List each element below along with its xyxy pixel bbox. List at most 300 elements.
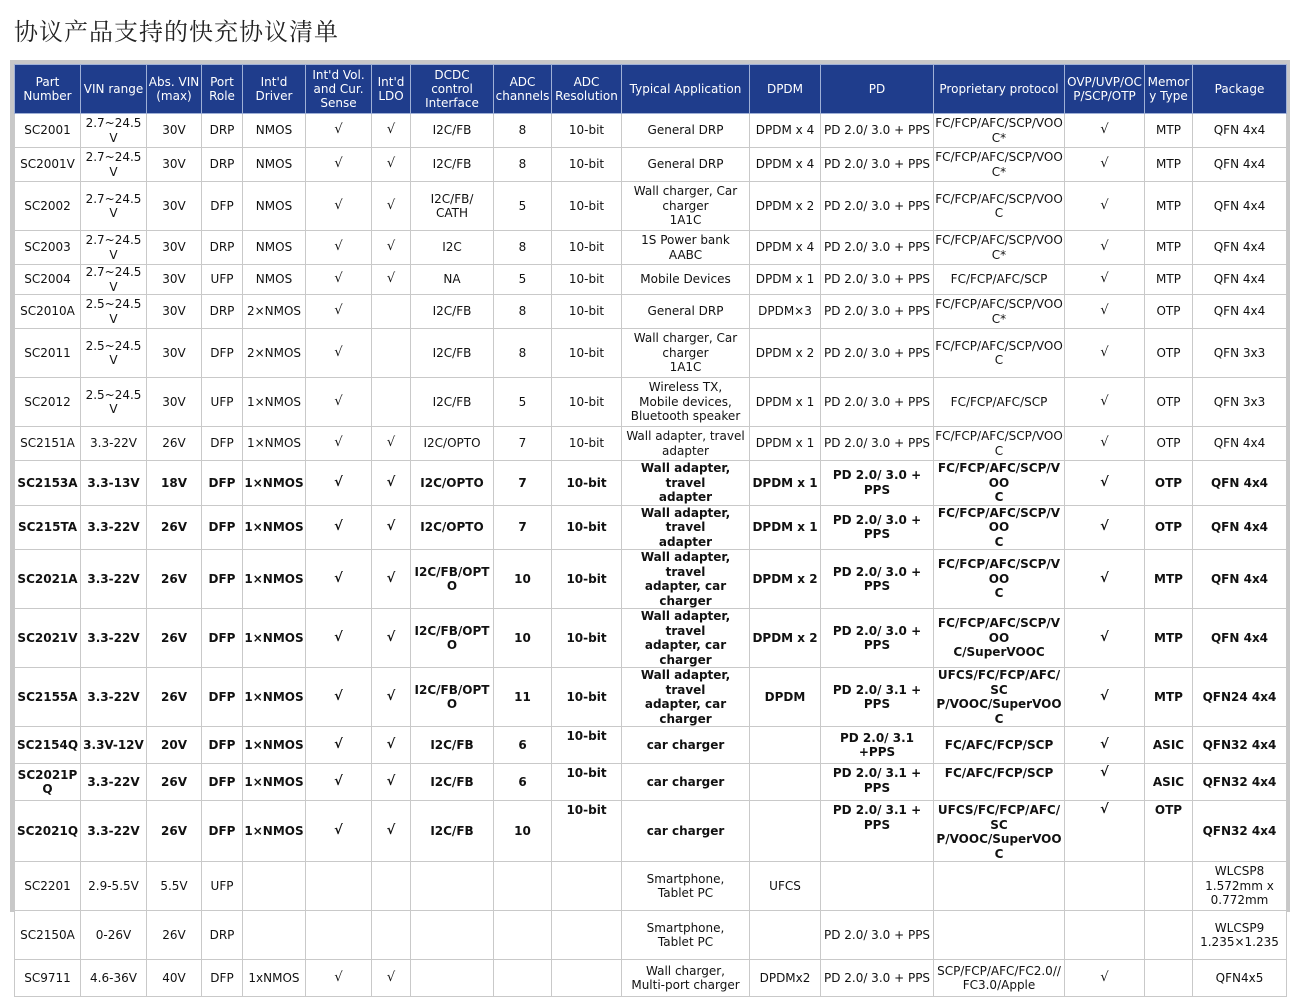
cell-typical-application: Wall adapter, travel adapter, car charger: [622, 668, 750, 727]
cell-typical-application: Wall adapter, travel adapter, car charger: [622, 550, 750, 609]
cell-memory-type: MTP: [1145, 182, 1193, 231]
cell-vin-range: 3.3-22V: [81, 505, 147, 550]
cell-vol-cur-sense: √: [306, 764, 372, 801]
cell-ldo: [372, 295, 411, 329]
cell-adc-resolution: [552, 862, 622, 911]
cell-part-number: SC2001: [15, 114, 81, 148]
cell-ldo: √: [372, 609, 411, 668]
cell-vol-cur-sense: √: [306, 295, 372, 329]
cell-memory-type: OTP: [1145, 801, 1193, 862]
table-row: [15, 182, 1287, 231]
table-row: [15, 231, 1287, 265]
cell-abs-vin: 40V: [147, 960, 202, 997]
cell-proprietary-protocol: FC/FCP/AFC/SCP/VOO C: [934, 550, 1065, 609]
cell-protection: √: [1065, 114, 1145, 148]
cell-package: QFN24 4x4: [1193, 668, 1287, 727]
cell-vin-range: 4.6-36V: [81, 960, 147, 997]
column-header-pd: PD: [821, 65, 934, 114]
cell-adc-channels: [494, 911, 552, 960]
cell-typical-application: Mobile Devices: [622, 265, 750, 295]
cell-part-number: SC2021A: [15, 550, 81, 609]
cell-part-number: SC215TA: [15, 505, 81, 550]
table-row: [15, 295, 1287, 329]
table-row: [15, 911, 1287, 960]
cell-dcdc-interface: I2C/FB/OPTO: [411, 550, 494, 609]
cell-ldo: [372, 329, 411, 378]
cell-ldo: √: [372, 231, 411, 265]
cell-typical-application: Wall adapter, travel adapter: [622, 505, 750, 550]
cell-vin-range: 2.5~24.5V: [81, 378, 147, 427]
cell-vin-range: 3.3-22V: [81, 801, 147, 862]
cell-memory-type: MTP: [1145, 148, 1193, 182]
cell-package: QFN 4x4: [1193, 461, 1287, 506]
cell-pd: PD 2.0/ 3.1 + PPS: [821, 801, 934, 862]
cell-memory-type: [1145, 862, 1193, 911]
cell-memory-type: OTP: [1145, 427, 1193, 461]
cell-typical-application: car charger: [622, 727, 750, 764]
cell-port-role: DRP: [202, 911, 243, 960]
cell-driver: 1×NMOS: [243, 609, 306, 668]
cell-ldo: √: [372, 265, 411, 295]
cell-dcdc-interface: I2C/FB: [411, 764, 494, 801]
cell-vol-cur-sense: √: [306, 461, 372, 506]
cell-abs-vin: 30V: [147, 231, 202, 265]
cell-adc-resolution: [552, 960, 622, 997]
column-header-adc-channels: ADC channels: [494, 65, 552, 114]
cell-driver: 1×NMOS: [243, 550, 306, 609]
cell-proprietary-protocol: FC/FCP/AFC/SCP/VOO C*: [934, 148, 1065, 182]
table-row: [15, 668, 1287, 727]
cell-vol-cur-sense: √: [306, 231, 372, 265]
cell-pd: PD 2.0/ 3.0 + PPS: [821, 329, 934, 378]
table-header-row: [15, 65, 1287, 114]
cell-ldo: √: [372, 550, 411, 609]
table-row: [15, 329, 1287, 378]
cell-vol-cur-sense: √: [306, 265, 372, 295]
cell-proprietary-protocol: [934, 862, 1065, 911]
cell-ldo: [372, 911, 411, 960]
cell-adc-channels: 8: [494, 114, 552, 148]
cell-dcdc-interface: I2C/FB: [411, 801, 494, 862]
cell-abs-vin: 30V: [147, 329, 202, 378]
cell-port-role: DFP: [202, 801, 243, 862]
cell-vol-cur-sense: √: [306, 148, 372, 182]
cell-memory-type: MTP: [1145, 265, 1193, 295]
cell-driver: 1×NMOS: [243, 427, 306, 461]
cell-adc-channels: [494, 960, 552, 997]
cell-driver: 1×NMOS: [243, 378, 306, 427]
cell-proprietary-protocol: FC/FCP/AFC/SCP/VOO C: [934, 461, 1065, 506]
cell-protection: √: [1065, 550, 1145, 609]
cell-vin-range: 3.3-22V: [81, 764, 147, 801]
cell-driver: 2×NMOS: [243, 295, 306, 329]
cell-dpdm: DPDM x 1: [750, 265, 821, 295]
cell-adc-channels: 7: [494, 461, 552, 506]
table-row: [15, 550, 1287, 609]
cell-abs-vin: 26V: [147, 801, 202, 862]
cell-vin-range: 2.9-5.5V: [81, 862, 147, 911]
cell-adc-resolution: 10-bit: [552, 114, 622, 148]
cell-dpdm: [750, 911, 821, 960]
cell-adc-channels: 10: [494, 801, 552, 862]
cell-vin-range: 2.7~24.5V: [81, 265, 147, 295]
cell-pd: PD 2.0/ 3.0 + PPS: [821, 505, 934, 550]
cell-dpdm: [750, 801, 821, 862]
cell-part-number: SC9711: [15, 960, 81, 997]
cell-vin-range: 3.3-22V: [81, 609, 147, 668]
cell-driver: 1xNMOS: [243, 960, 306, 997]
cell-package: WLCSP8 1.572mm x 0.772mm: [1193, 862, 1287, 911]
cell-port-role: DFP: [202, 668, 243, 727]
cell-adc-channels: 5: [494, 378, 552, 427]
cell-pd: PD 2.0/ 3.0 + PPS: [821, 148, 934, 182]
cell-driver: [243, 862, 306, 911]
cell-memory-type: MTP: [1145, 231, 1193, 265]
cell-dpdm: DPDM x 1: [750, 461, 821, 506]
cell-port-role: DRP: [202, 114, 243, 148]
cell-protection: √: [1065, 148, 1145, 182]
cell-vin-range: 2.7~24.5V: [81, 114, 147, 148]
cell-typical-application: Wireless TX, Mobile devices, Bluetooth speaker: [622, 378, 750, 427]
cell-package: QFN32 4x4: [1193, 801, 1287, 862]
cell-protection: √: [1065, 295, 1145, 329]
cell-adc-resolution: 10-bit: [552, 609, 622, 668]
cell-protection: √: [1065, 231, 1145, 265]
cell-typical-application: Wall adapter, travel adapter: [622, 461, 750, 506]
cell-abs-vin: 5.5V: [147, 862, 202, 911]
cell-dcdc-interface: I2C/OPTO: [411, 505, 494, 550]
cell-vin-range: 2.5~24.5V: [81, 329, 147, 378]
cell-vol-cur-sense: √: [306, 378, 372, 427]
cell-part-number: SC2012: [15, 378, 81, 427]
cell-vin-range: 0-26V: [81, 911, 147, 960]
cell-adc-channels: [494, 862, 552, 911]
cell-pd: PD 2.0/ 3.0 + PPS: [821, 461, 934, 506]
cell-pd: PD 2.0/ 3.1 + PPS: [821, 668, 934, 727]
cell-pd: PD 2.0/ 3.1 +PPS: [821, 727, 934, 764]
cell-part-number: SC2201: [15, 862, 81, 911]
cell-protection: √: [1065, 727, 1145, 764]
cell-package: QFN 4x4: [1193, 114, 1287, 148]
cell-ldo: √: [372, 801, 411, 862]
cell-protection: √: [1065, 801, 1145, 862]
cell-port-role: DFP: [202, 764, 243, 801]
cell-package: QFN32 4x4: [1193, 727, 1287, 764]
cell-abs-vin: 30V: [147, 378, 202, 427]
cell-package: QFN 4x4: [1193, 265, 1287, 295]
protocol-product-table: [14, 64, 1287, 997]
cell-part-number: SC2001V: [15, 148, 81, 182]
cell-memory-type: MTP: [1145, 550, 1193, 609]
cell-package: QFN 4x4: [1193, 182, 1287, 231]
cell-memory-type: OTP: [1145, 461, 1193, 506]
cell-memory-type: MTP: [1145, 609, 1193, 668]
cell-proprietary-protocol: FC/FCP/AFC/SCP/VOO C: [934, 505, 1065, 550]
cell-part-number: SC2021Q: [15, 801, 81, 862]
cell-vin-range: 2.7~24.5V: [81, 182, 147, 231]
cell-protection: √: [1065, 960, 1145, 997]
cell-proprietary-protocol: FC/AFC/FCP/SCP: [934, 764, 1065, 801]
cell-adc-channels: 7: [494, 505, 552, 550]
cell-proprietary-protocol: FC/FCP/AFC/SCP: [934, 378, 1065, 427]
cell-protection: √: [1065, 265, 1145, 295]
table-row: [15, 801, 1287, 862]
cell-driver: NMOS: [243, 231, 306, 265]
cell-typical-application: Smartphone, Tablet PC: [622, 911, 750, 960]
cell-pd: PD 2.0/ 3.0 + PPS: [821, 378, 934, 427]
cell-adc-resolution: 10-bit: [552, 461, 622, 506]
cell-vol-cur-sense: √: [306, 668, 372, 727]
cell-vol-cur-sense: √: [306, 960, 372, 997]
cell-package: QFN 4x4: [1193, 427, 1287, 461]
cell-vol-cur-sense: √: [306, 329, 372, 378]
column-header-adc-resolution: ADC Resolution: [552, 65, 622, 114]
cell-port-role: DFP: [202, 329, 243, 378]
cell-port-role: UFP: [202, 378, 243, 427]
cell-vol-cur-sense: [306, 862, 372, 911]
cell-pd: PD 2.0/ 3.1 + PPS: [821, 764, 934, 801]
column-header-package: Package: [1193, 65, 1287, 114]
cell-memory-type: MTP: [1145, 668, 1193, 727]
cell-part-number: SC2010A: [15, 295, 81, 329]
cell-abs-vin: 26V: [147, 609, 202, 668]
cell-dcdc-interface: I2C/FB/OPTO: [411, 609, 494, 668]
cell-proprietary-protocol: [934, 911, 1065, 960]
cell-ldo: √: [372, 727, 411, 764]
cell-typical-application: General DRP: [622, 114, 750, 148]
column-header-vol-cur-sense: Int'd Vol. and Cur. Sense: [306, 65, 372, 114]
cell-port-role: DFP: [202, 727, 243, 764]
cell-proprietary-protocol: FC/FCP/AFC/SCP/VOO C: [934, 182, 1065, 231]
cell-typical-application: Wall charger, Multi-port charger: [622, 960, 750, 997]
cell-protection: √: [1065, 182, 1145, 231]
cell-adc-channels: 8: [494, 148, 552, 182]
cell-driver: 1×NMOS: [243, 801, 306, 862]
cell-dpdm: DPDM: [750, 668, 821, 727]
cell-pd: PD 2.0/ 3.0 + PPS: [821, 295, 934, 329]
cell-package: QFN32 4x4: [1193, 764, 1287, 801]
table-row: [15, 609, 1287, 668]
cell-dcdc-interface: I2C/FB: [411, 148, 494, 182]
column-header-dpdm: DPDM: [750, 65, 821, 114]
cell-dpdm: DPDM x 4: [750, 114, 821, 148]
cell-part-number: SC2150A: [15, 911, 81, 960]
column-header-abs-vin: Abs. VIN (max): [147, 65, 202, 114]
cell-dcdc-interface: I2C/FB: [411, 727, 494, 764]
cell-abs-vin: 20V: [147, 727, 202, 764]
cell-port-role: DFP: [202, 550, 243, 609]
table-row: [15, 265, 1287, 295]
cell-package: QFN 4x4: [1193, 505, 1287, 550]
cell-adc-resolution: 10-bit: [552, 801, 622, 862]
table-row: [15, 505, 1287, 550]
cell-adc-channels: 6: [494, 764, 552, 801]
cell-pd: PD 2.0/ 3.0 + PPS: [821, 609, 934, 668]
cell-adc-channels: 7: [494, 427, 552, 461]
cell-dpdm: DPDM x 1: [750, 427, 821, 461]
cell-driver: NMOS: [243, 182, 306, 231]
cell-ldo: √: [372, 668, 411, 727]
column-header-memory-type: Memor y Type: [1145, 65, 1193, 114]
table-row: [15, 148, 1287, 182]
cell-adc-resolution: 10-bit: [552, 182, 622, 231]
cell-port-role: DFP: [202, 182, 243, 231]
cell-package: QFN4x5: [1193, 960, 1287, 997]
cell-dpdm: DPDMx2: [750, 960, 821, 997]
cell-vin-range: 3.3-13V: [81, 461, 147, 506]
cell-dpdm: DPDM x 4: [750, 231, 821, 265]
cell-package: QFN 3x3: [1193, 378, 1287, 427]
cell-proprietary-protocol: FC/FCP/AFC/SCP: [934, 265, 1065, 295]
cell-ldo: [372, 862, 411, 911]
cell-dcdc-interface: I2C/FB: [411, 378, 494, 427]
cell-part-number: SC2151A: [15, 427, 81, 461]
cell-dcdc-interface: NA: [411, 265, 494, 295]
cell-dcdc-interface: [411, 862, 494, 911]
cell-dcdc-interface: I2C/FB/OPTO: [411, 668, 494, 727]
cell-port-role: DFP: [202, 427, 243, 461]
column-header-vin-range: VIN range: [81, 65, 147, 114]
cell-dpdm: [750, 727, 821, 764]
cell-abs-vin: 26V: [147, 911, 202, 960]
cell-driver: 2×NMOS: [243, 329, 306, 378]
column-header-part-number: Part Number: [15, 65, 81, 114]
cell-memory-type: MTP: [1145, 114, 1193, 148]
cell-memory-type: [1145, 960, 1193, 997]
cell-port-role: DFP: [202, 960, 243, 997]
cell-ldo: √: [372, 960, 411, 997]
cell-adc-resolution: 10-bit: [552, 550, 622, 609]
cell-typical-application: General DRP: [622, 148, 750, 182]
cell-ldo: √: [372, 764, 411, 801]
cell-memory-type: OTP: [1145, 378, 1193, 427]
cell-abs-vin: 26V: [147, 668, 202, 727]
page-title: 协议产品支持的快充协议清单: [14, 18, 339, 46]
cell-port-role: UFP: [202, 265, 243, 295]
cell-ldo: √: [372, 148, 411, 182]
cell-driver: 1×NMOS: [243, 764, 306, 801]
cell-vol-cur-sense: √: [306, 550, 372, 609]
cell-part-number: SC2154Q: [15, 727, 81, 764]
cell-adc-channels: 8: [494, 231, 552, 265]
cell-proprietary-protocol: FC/FCP/AFC/SCP/VOO C*: [934, 295, 1065, 329]
cell-vol-cur-sense: √: [306, 609, 372, 668]
cell-part-number: SC2004: [15, 265, 81, 295]
cell-proprietary-protocol: FC/FCP/AFC/SCP/VOO C: [934, 427, 1065, 461]
cell-part-number: SC2021V: [15, 609, 81, 668]
cell-package: QFN 4x4: [1193, 550, 1287, 609]
cell-vin-range: 3.3-22V: [81, 427, 147, 461]
cell-memory-type: OTP: [1145, 295, 1193, 329]
cell-proprietary-protocol: FC/FCP/AFC/SCP/VOO C: [934, 329, 1065, 378]
cell-part-number: SC2003: [15, 231, 81, 265]
column-header-driver: Int'd Driver: [243, 65, 306, 114]
table-row: [15, 727, 1287, 764]
cell-memory-type: ASIC: [1145, 764, 1193, 801]
cell-memory-type: ASIC: [1145, 727, 1193, 764]
cell-dpdm: DPDM x 4: [750, 148, 821, 182]
cell-driver: NMOS: [243, 114, 306, 148]
cell-protection: [1065, 862, 1145, 911]
table-row: [15, 427, 1287, 461]
cell-typical-application: car charger: [622, 764, 750, 801]
cell-dpdm: UFCS: [750, 862, 821, 911]
cell-typical-application: 1S Power bank AABC: [622, 231, 750, 265]
cell-adc-channels: 11: [494, 668, 552, 727]
cell-dpdm: DPDM x 1: [750, 378, 821, 427]
cell-pd: PD 2.0/ 3.0 + PPS: [821, 427, 934, 461]
cell-vin-range: 2.7~24.5V: [81, 231, 147, 265]
cell-vol-cur-sense: √: [306, 505, 372, 550]
cell-port-role: DRP: [202, 295, 243, 329]
cell-port-role: DFP: [202, 461, 243, 506]
cell-driver: 1×NMOS: [243, 727, 306, 764]
cell-pd: [821, 862, 934, 911]
cell-vin-range: 2.5~24.5V: [81, 295, 147, 329]
cell-ldo: √: [372, 461, 411, 506]
cell-dcdc-interface: I2C/FB: [411, 295, 494, 329]
cell-abs-vin: 18V: [147, 461, 202, 506]
cell-part-number: SC2153A: [15, 461, 81, 506]
cell-proprietary-protocol: UFCS/FC/FCP/AFC/SC P/VOOC/SuperVOOC: [934, 668, 1065, 727]
cell-adc-resolution: 10-bit: [552, 668, 622, 727]
cell-pd: PD 2.0/ 3.0 + PPS: [821, 960, 934, 997]
cell-dcdc-interface: I2C/OPTO: [411, 427, 494, 461]
cell-pd: PD 2.0/ 3.0 + PPS: [821, 231, 934, 265]
cell-dpdm: [750, 764, 821, 801]
table-row: [15, 862, 1287, 911]
column-header-dcdc-interface: DCDC control Interface: [411, 65, 494, 114]
cell-adc-channels: 10: [494, 550, 552, 609]
cell-vol-cur-sense: [306, 911, 372, 960]
cell-typical-application: Wall adapter, travel adapter, car charger: [622, 609, 750, 668]
cell-driver: NMOS: [243, 265, 306, 295]
table-row: [15, 461, 1287, 506]
cell-part-number: SC2021PQ: [15, 764, 81, 801]
cell-pd: PD 2.0/ 3.0 + PPS: [821, 114, 934, 148]
cell-part-number: SC2011: [15, 329, 81, 378]
cell-vin-range: 3.3-22V: [81, 668, 147, 727]
column-header-proprietary-protocol: Proprietary protocol: [934, 65, 1065, 114]
cell-memory-type: OTP: [1145, 329, 1193, 378]
cell-proprietary-protocol: FC/FCP/AFC/SCP/VOO C/SuperVOOC: [934, 609, 1065, 668]
cell-ldo: √: [372, 427, 411, 461]
column-header-typical-application: Typical Application: [622, 65, 750, 114]
cell-package: WLCSP9 1.235×1.235: [1193, 911, 1287, 960]
cell-dcdc-interface: I2C/FB: [411, 114, 494, 148]
cell-protection: √: [1065, 461, 1145, 506]
cell-vin-range: 2.7~24.5V: [81, 148, 147, 182]
cell-vol-cur-sense: √: [306, 182, 372, 231]
cell-adc-resolution: 10-bit: [552, 295, 622, 329]
column-header-port-role: Port Role: [202, 65, 243, 114]
table-body: [15, 114, 1287, 997]
cell-dpdm: DPDM x 2: [750, 182, 821, 231]
cell-vin-range: 3.3V-12V: [81, 727, 147, 764]
cell-typical-application: Smartphone, Tablet PC: [622, 862, 750, 911]
cell-protection: √: [1065, 609, 1145, 668]
cell-abs-vin: 30V: [147, 265, 202, 295]
cell-protection: √: [1065, 668, 1145, 727]
cell-proprietary-protocol: FC/AFC/FCP/SCP: [934, 727, 1065, 764]
cell-dcdc-interface: I2C/FB: [411, 329, 494, 378]
cell-abs-vin: 30V: [147, 182, 202, 231]
cell-abs-vin: 26V: [147, 550, 202, 609]
cell-adc-resolution: [552, 911, 622, 960]
cell-abs-vin: 30V: [147, 295, 202, 329]
cell-dpdm: DPDM x 2: [750, 550, 821, 609]
cell-port-role: UFP: [202, 862, 243, 911]
